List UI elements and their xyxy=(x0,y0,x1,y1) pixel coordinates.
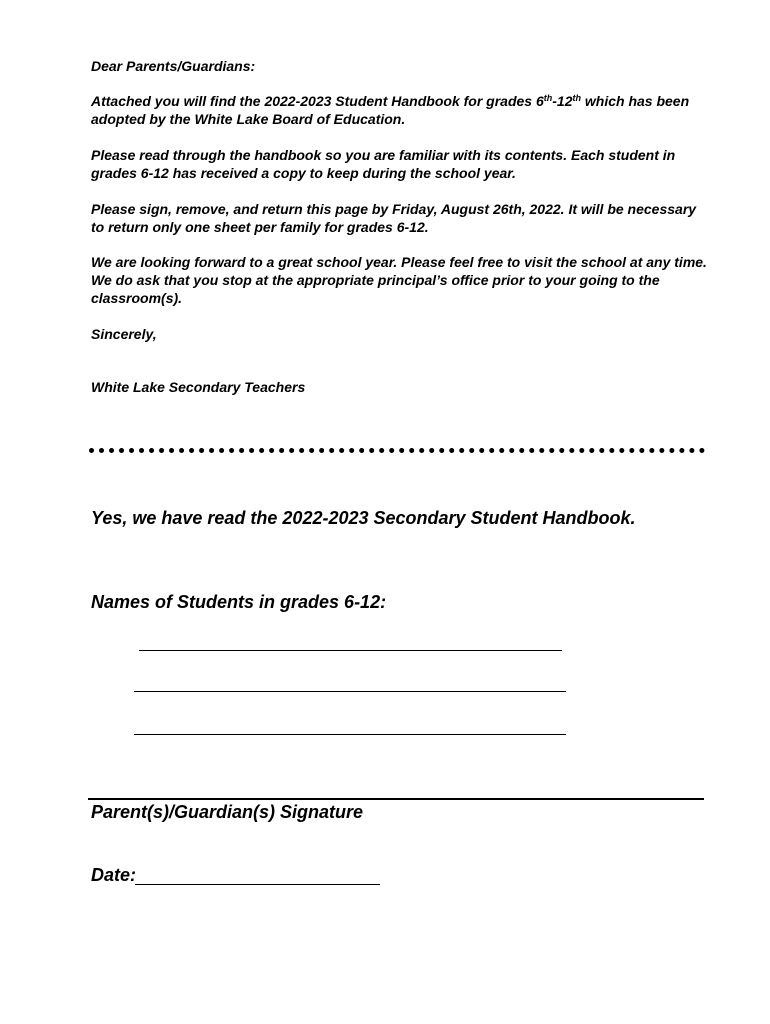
visit-school-paragraph: We are looking forward to a great school year. Please feel free to visit the school at any time. We do ask that you stop at the appropriate principal’s office prior to your going to the classroom(s). xyxy=(91,254,707,306)
return-deadline-paragraph: Please sign, remove, and return this page by Friday, August 26th, 2022. It will be necessary to return only one sheet per family for grades 6-12. xyxy=(91,201,697,235)
student-name-field[interactable] xyxy=(134,734,566,735)
intro-paragraph xyxy=(91,92,711,128)
ordinal-suffix: th xyxy=(572,93,581,103)
intro-text-end: which has been adopted by the White Lake Board of Education. xyxy=(91,93,690,127)
salutation: Dear Parents/Guardians: xyxy=(91,58,256,74)
read-handbook-paragraph: Please read through the handbook so you are familiar with its contents. Each student in grades 6-12 has received a copy to keep during the school year. xyxy=(91,147,676,181)
signature-field[interactable] xyxy=(88,798,704,800)
signature-label: Parent(s)/Guardian(s) Signature xyxy=(91,802,364,822)
student-name-field[interactable] xyxy=(134,691,566,692)
acknowledgement-statement: Yes, we have read the 2022-2023 Secondary Student Handbook. xyxy=(91,508,636,528)
date-row xyxy=(91,864,136,888)
closing: Sincerely, xyxy=(91,326,157,342)
student-name-field[interactable] xyxy=(139,650,562,651)
grade-range-end: -12 xyxy=(552,93,573,109)
date-label: Date: xyxy=(91,865,137,885)
letter-signature: White Lake Secondary Teachers xyxy=(91,379,306,395)
tear-off-divider xyxy=(89,448,705,453)
students-label: Names of Students in grades 6-12: xyxy=(91,592,387,612)
date-field[interactable] xyxy=(135,884,380,885)
ordinal-suffix: th xyxy=(543,93,553,103)
intro-text-start: Attached you will find the 2022-2023 Student Handbook for grades 6 xyxy=(91,93,544,109)
